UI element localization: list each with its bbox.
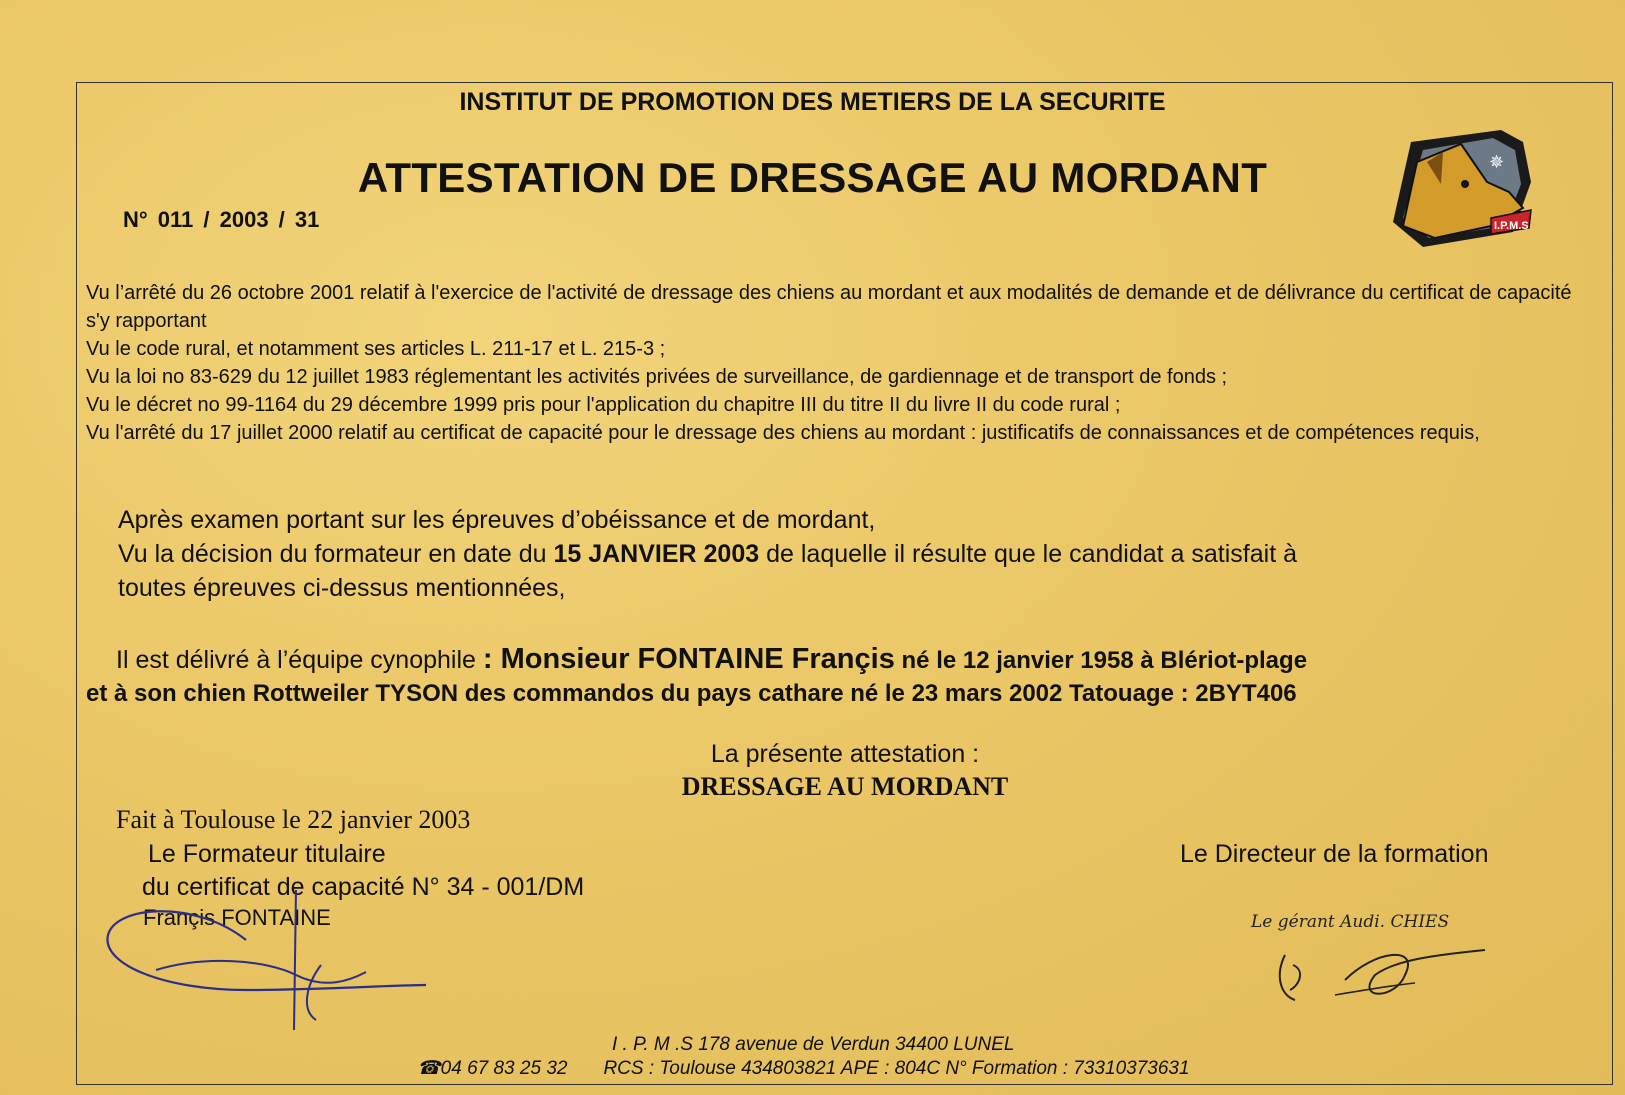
- footer-contact: [417, 1057, 1190, 1080]
- examen-text-after: de laquelle il résulte que le candidat a satisfait à: [759, 540, 1297, 568]
- directeur-signature: [1245, 905, 1515, 1015]
- considerant-arrete-2000: Vu l'arrêté du 17 juillet 2000 relatif au certificat de capacité pour le dressage des chiens au mordant : justificatifs de connaissances et de compétences requis,: [86, 422, 1480, 444]
- examen-line-1: Après examen portant sur les épreuves d’obéissance et de mordant,: [118, 506, 876, 534]
- considerant-decret-1999: Vu le décret no 99-1164 du 29 décembre 1999 pris pour l'application du chapitre III du titre II du livre II du code rural ;: [86, 394, 1121, 416]
- examen-block: [118, 503, 1297, 605]
- certificate-number: N° 011 / 2003 / 31: [123, 207, 320, 232]
- delivrance-dog-line: et à son chien Rottweiler TYSON des commandos du pays cathare né le 23 mars 2002 Tatouage : 2BYT406: [86, 680, 1297, 707]
- examen-line-3: toutes épreuves ci-dessus mentionnées,: [118, 574, 566, 602]
- formateur-title: Le Formateur titulaire: [148, 840, 386, 868]
- considerant-code-rural: Vu le code rural, et notamment ses articles L. 211-17 et L. 215-3 ;: [86, 338, 666, 360]
- candidate-birth: né le 12 janvier 1958 à Blériot-plage: [894, 647, 1308, 674]
- logo-text: I.P.M.S: [1494, 220, 1529, 232]
- formateur-certificate: du certificat de capacité N° 34 - 001/DM: [142, 873, 585, 901]
- certificate-title: ATTESTATION DE DRESSAGE AU MORDANT: [357, 154, 1268, 201]
- footer-registry: RCS : Toulouse 434803821 APE : 804C N° Formation : 73310373631: [603, 1058, 1190, 1079]
- footer-phone: ☎04 67 83 25 32: [417, 1058, 568, 1079]
- considerants-block: [86, 279, 1591, 447]
- examen-text: Vu la décision du formateur en date du: [118, 540, 554, 568]
- institute-name: INSTITUT DE PROMOTION DES METIERS DE LA SECURITE: [459, 88, 1166, 116]
- considerant-arrete-2001: Vu l’arrêté du 26 octobre 2001 relatif à l'exercice de l'activité de dressage des chiens au mordant et aux modalités de demande et de délivrance du certificat de capacité s'y rapportant: [86, 282, 1572, 332]
- delivrance-intro: Il est délivré à l’équipe cynophile: [116, 646, 483, 674]
- considerant-loi-1983: Vu la loi no 83-629 du 12 juillet 1983 réglementant les activités privées de surveillance, de gardiennage et de transport de fonds ;: [86, 366, 1228, 388]
- examen-line-2: [118, 537, 1297, 571]
- svg-text:✵: ✵: [1489, 152, 1505, 173]
- dog-head-shield-icon: [1383, 122, 1538, 257]
- formateur-name: Françis FONTAINE: [143, 905, 331, 930]
- delivrance-line-1: [116, 643, 1307, 676]
- ipms-logo: [1383, 122, 1538, 257]
- attestation-label: La présente attestation :: [710, 740, 980, 768]
- footer-address: I . P. M .S 178 avenue de Verdun 34400 LUNEL: [612, 1034, 1015, 1055]
- place-date: Fait à Toulouse le 22 janvier 2003: [116, 805, 471, 834]
- directeur-note: Le gérant Audi. CHIES: [1251, 912, 1450, 932]
- directeur-title: Le Directeur de la formation: [1180, 840, 1489, 868]
- candidate-name: : Monsieur FONTAINE Françis: [482, 643, 895, 675]
- attestation-value: DRESSAGE AU MORDANT: [681, 772, 1009, 801]
- decision-date: 15 JANVIER 2003: [553, 540, 760, 568]
- formateur-signature: [96, 880, 436, 1050]
